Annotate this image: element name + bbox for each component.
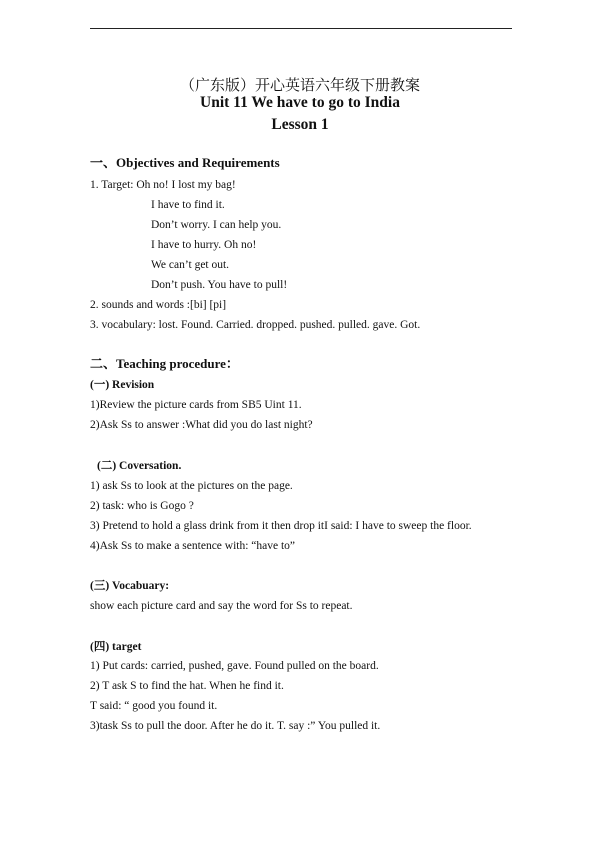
- target-sentence: I have to find it.: [151, 199, 225, 211]
- target-sentence: I have to hurry. Oh no!: [151, 239, 257, 251]
- lesson-title: Lesson 1: [271, 116, 329, 133]
- target-item: 1) Put cards: carried, pushed, gave. Found pulled on the board.: [90, 660, 379, 672]
- document-title: （广东版）开心英语六年级下册教案: [179, 78, 420, 94]
- procedure-heading: 二、Teaching procedure：: [90, 356, 239, 371]
- conversation-item: 3) Pretend to hold a glass drink from it then drop itI said: I have to sweep the floor.: [90, 520, 472, 532]
- target-sentence: Don’t push. You have to pull!: [151, 279, 288, 291]
- header-rule: [90, 28, 512, 29]
- conversation-heading: (二) Coversation.: [97, 460, 182, 472]
- revision-item: 2)Ask Ss to answer :What did you do last night?: [90, 419, 313, 431]
- unit-title: Unit 11 We have to go to India: [200, 94, 400, 111]
- target-line: 1. Target: Oh no! I lost my bag!: [90, 179, 236, 191]
- conversation-item: 4)Ask Ss to make a sentence with: “have to”: [90, 540, 296, 552]
- target-sentence: Don’t worry. I can help you.: [151, 219, 282, 231]
- objectives-heading: 一、Objectives and Requirements: [90, 155, 280, 170]
- vocabulary-heading: (三) Vocabuary:: [90, 580, 170, 592]
- target-item: 2) T ask S to find the hat. When he find it.: [90, 680, 284, 692]
- target-heading: (四) target: [90, 641, 142, 653]
- vocabulary-item: show each picture card and say the word for Ss to repeat.: [90, 600, 353, 612]
- vocabulary-line: 3. vocabulary: lost. Found. Carried. dropped. pushed. pulled. gave. Got.: [90, 319, 421, 331]
- target-item: 3)task Ss to pull the door. After he do it. T. say :” You pulled it.: [90, 720, 381, 732]
- conversation-item: 1) ask Ss to look at the pictures on the page.: [90, 480, 293, 492]
- target-sentence: We can’t get out.: [151, 259, 230, 271]
- revision-heading: (一) Revision: [90, 379, 155, 391]
- target-item: T said: “ good you found it.: [90, 700, 218, 712]
- conversation-item: 2) task: who is Gogo ?: [90, 500, 194, 512]
- sounds-line: 2. sounds and words :[bi] [pi]: [90, 299, 227, 311]
- revision-item: 1)Review the picture cards from SB5 Uint 11.: [90, 399, 302, 411]
